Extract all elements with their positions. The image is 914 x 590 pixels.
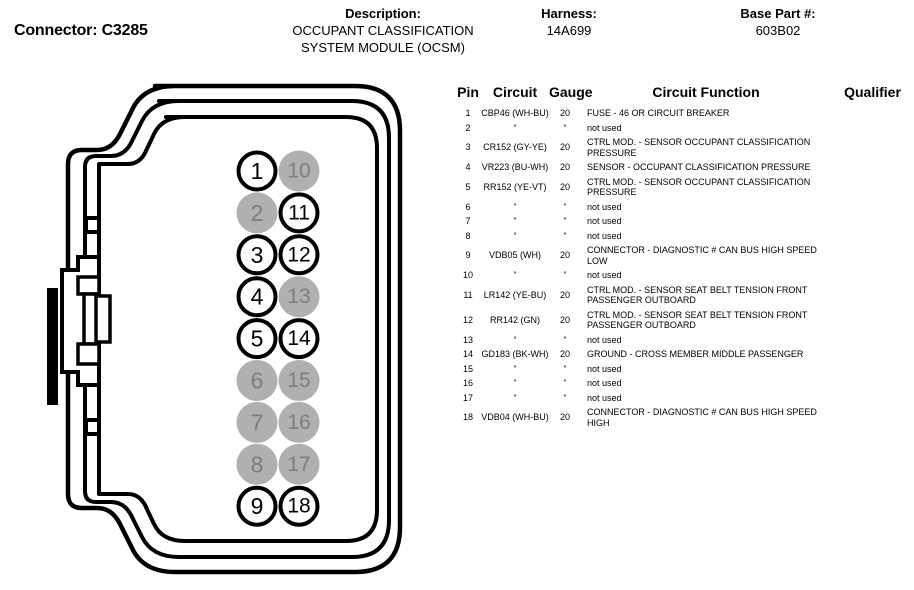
cell-circuit: VDB04 (WH-BU) [481, 412, 549, 423]
connector-latch-detail-top [78, 277, 99, 294]
table-row [455, 229, 914, 244]
table-row [455, 308, 914, 333]
column-header-pin: Pin [457, 84, 479, 100]
cell-circuit: LR142 (YE-BU) [483, 289, 547, 300]
connector-drawing-svg [0, 72, 455, 585]
table-row [455, 175, 914, 200]
pin-number-label-4: 4 [250, 283, 264, 310]
cell-function: not used [587, 122, 622, 133]
cell-function: not used [587, 378, 622, 388]
cell-gauge: * [563, 393, 567, 401]
pin-number-label-16: 16 [287, 410, 311, 434]
cell-qualifier [831, 135, 914, 160]
harness-value: 14A699 [546, 23, 592, 38]
description-value-line2: SYSTEM MODULE (OCSM) [301, 40, 465, 55]
table-row [455, 268, 914, 283]
cell-qualifier [831, 200, 914, 215]
cell-circuit: GD183 (BK-WH) [481, 349, 549, 359]
cell-qualifier [831, 362, 914, 377]
cell-gauge: 20 [559, 412, 570, 423]
cell-pin: 17 [462, 392, 473, 403]
connector-title: Connector: C3285 [14, 22, 148, 39]
cell-pin: 9 [465, 250, 471, 261]
cell-function: not used [587, 392, 622, 403]
cell-function: CTRL MOD. - SENSOR SEAT BELT TENSION FRONT PASSENGER OUTBOARD [587, 309, 808, 330]
table-row [455, 106, 914, 121]
cell-pin: 6 [465, 201, 471, 212]
cell-circuit: * [513, 202, 517, 210]
pin-number-label-7: 7 [250, 409, 264, 436]
cell-gauge: 20 [559, 181, 570, 192]
connector-seal-bar [47, 288, 58, 405]
cell-gauge: 20 [559, 142, 570, 153]
connector-diagram [0, 72, 455, 590]
cell-circuit: * [513, 379, 517, 386]
base-part-block [633, 6, 914, 39]
cell-pin: 12 [462, 314, 473, 325]
table-row [455, 391, 914, 406]
cell-qualifier [831, 391, 914, 406]
pin-number-label-11: 11 [288, 201, 310, 225]
column-header-qualifier: Qualifier [844, 84, 901, 100]
cell-function: not used [587, 363, 622, 374]
pin-number-label-18: 18 [287, 494, 311, 518]
pin-number-label-10: 10 [287, 159, 311, 183]
cell-function: not used [587, 334, 622, 345]
cell-qualifier [831, 333, 914, 348]
harness-caption: Harness: [541, 6, 597, 21]
cell-pin: 5 [465, 181, 471, 192]
cell-function: CTRL MOD. - SENSOR OCCUPANT CLASSIFICATION PRESSURE [587, 176, 811, 197]
cell-pin: 2 [465, 122, 471, 133]
cell-circuit: * [513, 231, 517, 239]
pin-number-label-1: 1 [250, 158, 264, 184]
table-row [455, 333, 914, 348]
pin-table-container [455, 84, 914, 430]
cell-circuit: * [513, 393, 517, 401]
cell-function: CONNECTOR - DIAGNOSTIC # CAN BUS HIGH SPEED HIGH [587, 407, 817, 428]
cell-circuit: * [513, 364, 517, 372]
cell-qualifier [831, 376, 914, 391]
cell-qualifier [831, 160, 914, 175]
cell-circuit: CBP46 (WH-BU) [481, 108, 549, 118]
table-row [455, 347, 914, 362]
cell-gauge: * [563, 364, 567, 372]
cell-qualifier [831, 308, 914, 333]
cell-pin: 7 [465, 216, 471, 226]
cell-gauge: 20 [559, 108, 570, 118]
cell-function: not used [587, 270, 622, 280]
cell-pin: 14 [462, 349, 473, 359]
pin-number-label-15: 15 [287, 369, 311, 392]
pin-number-label-9: 9 [250, 493, 264, 520]
base-part-caption: Base Part #: [740, 6, 816, 21]
cell-function: CONNECTOR - DIAGNOSTIC # CAN BUS HIGH SPEED LOW [587, 245, 817, 266]
cell-qualifier [831, 229, 914, 244]
cell-function: FUSE - 46 OR CIRCUIT BREAKER [587, 108, 730, 118]
table-row [455, 214, 914, 229]
cell-circuit: VDB05 (WH) [488, 250, 541, 261]
cell-pin: 11 [463, 289, 473, 300]
pin-number-label-6: 6 [250, 367, 264, 394]
table-row [455, 243, 914, 268]
pin-table [455, 84, 914, 430]
cell-gauge: 20 [559, 162, 570, 172]
cell-gauge: * [563, 379, 567, 386]
cell-function: CTRL MOD. - SENSOR SEAT BELT TENSION FRONT PASSENGER OUTBOARD [587, 284, 808, 305]
column-header-function: Circuit Function [652, 84, 760, 100]
cell-function: not used [587, 230, 622, 241]
connector-latch-detail-bottom [78, 344, 99, 364]
cell-qualifier [831, 347, 914, 362]
column-header-circuit: Circuit [492, 84, 538, 100]
cell-qualifier [831, 106, 914, 121]
cell-qualifier [831, 283, 914, 308]
cell-gauge: * [563, 335, 567, 343]
cell-gauge: * [563, 231, 567, 239]
cell-pin: 10 [462, 270, 473, 280]
cell-qualifier [831, 121, 914, 136]
cell-function: SENSOR - OCCUPANT CLASSIFICATION PRESSURE [587, 162, 811, 172]
cell-qualifier [831, 175, 914, 200]
table-row [455, 405, 914, 430]
cell-function: GROUND - CROSS MEMBER MIDDLE PASSENGER [587, 349, 804, 359]
pin-number-label-13: 13 [287, 285, 311, 309]
cell-circuit: VR223 (BU-WH) [481, 162, 549, 172]
cell-pin: 8 [465, 230, 471, 241]
cell-gauge: 20 [559, 289, 570, 300]
cell-qualifier [831, 243, 914, 268]
pin-number-label-3: 3 [250, 241, 264, 268]
cell-circuit: * [513, 271, 517, 278]
connector-latch-slot [96, 296, 110, 342]
connector-cavity [99, 117, 377, 541]
table-row [455, 160, 914, 175]
table-row [455, 121, 914, 136]
cell-gauge: * [563, 271, 567, 278]
table-row [455, 200, 914, 215]
pin-number-label-5: 5 [250, 325, 264, 352]
cell-pin: 16 [462, 378, 473, 388]
pin-number-label-2: 2 [250, 199, 264, 226]
cell-pin: 3 [465, 142, 471, 153]
pin-table-body [455, 106, 914, 430]
table-row [455, 283, 914, 308]
table-row [455, 362, 914, 377]
cell-qualifier [831, 268, 914, 283]
description-value-line1: OCCUPANT CLASSIFICATION [292, 23, 474, 38]
cell-pin: 15 [462, 363, 473, 374]
column-header-gauge: Gauge [549, 84, 593, 100]
cell-circuit: CR152 (GY-YE) [483, 142, 547, 153]
cell-pin: 18 [462, 412, 473, 423]
cell-gauge: 20 [559, 314, 570, 325]
pin-number-label-14: 14 [287, 327, 311, 351]
pin-number-label-12: 12 [287, 243, 311, 267]
table-row [455, 135, 914, 160]
cell-gauge: * [563, 123, 567, 131]
cell-function: CTRL MOD. - SENSOR OCCUPANT CLASSIFICATION PRESSURE [587, 137, 811, 158]
cell-pin: 1 [465, 108, 471, 118]
cell-circuit: RR142 (GN) [489, 314, 540, 325]
cell-qualifier [831, 405, 914, 430]
cell-qualifier [831, 214, 914, 229]
cell-circuit: * [513, 123, 517, 131]
table-header-row [455, 84, 914, 106]
cell-pin: 4 [465, 162, 471, 172]
description-caption: Description: [345, 6, 421, 21]
cell-circuit: * [513, 217, 517, 224]
cell-circuit: RR152 (YE-VT) [483, 181, 547, 192]
pin-number-label-17: 17 [287, 452, 311, 476]
base-part-value: 603B02 [755, 23, 801, 38]
cell-function: not used [587, 216, 622, 226]
cell-circuit: * [513, 335, 517, 343]
cell-gauge: 20 [559, 250, 570, 261]
cell-gauge: * [563, 217, 567, 224]
pin-number-label-8: 8 [250, 451, 264, 478]
cell-function: not used [587, 201, 622, 212]
cell-pin: 13 [462, 334, 473, 345]
cell-gauge: 20 [559, 349, 570, 359]
table-row [455, 376, 914, 391]
cell-gauge: * [563, 202, 567, 210]
